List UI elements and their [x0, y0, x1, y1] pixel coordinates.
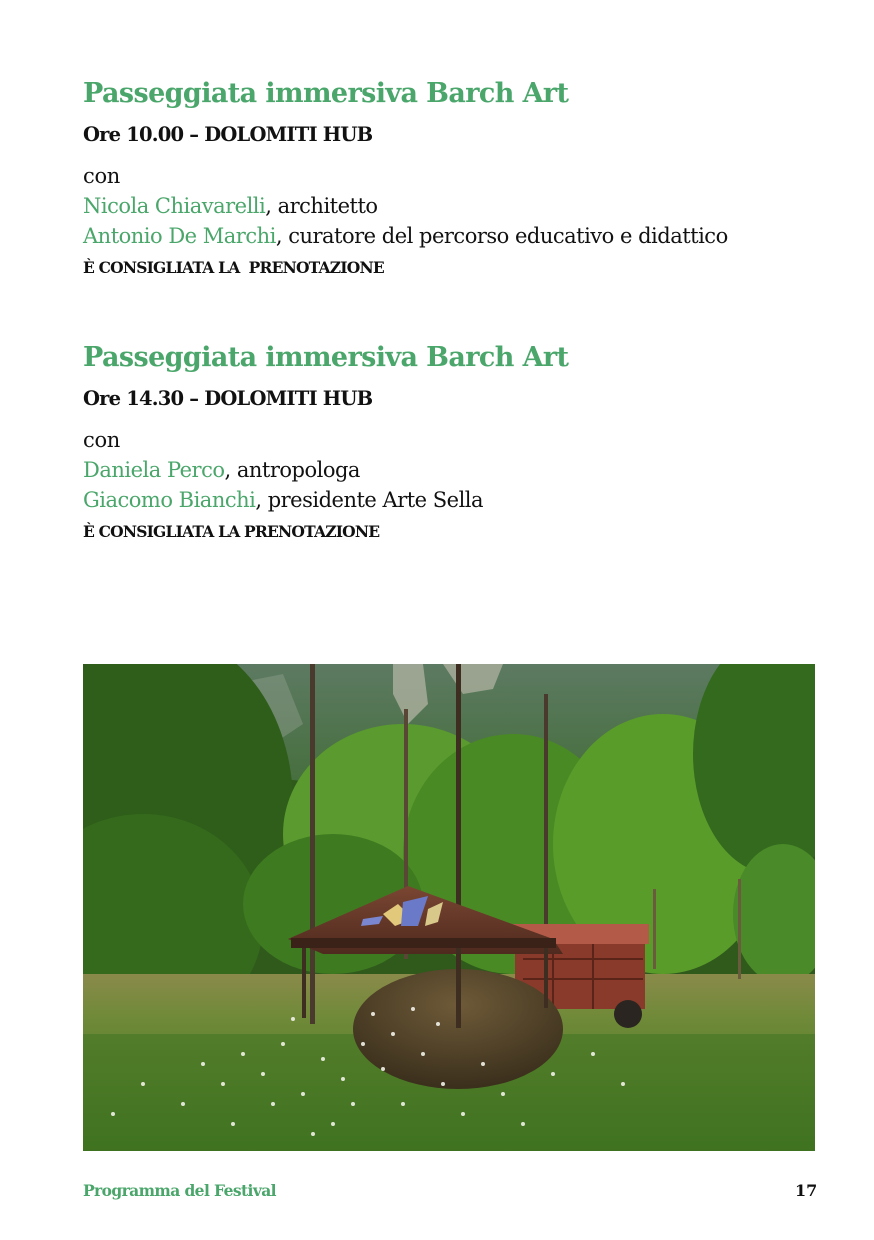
event-title: Passeggiata immersiva Barch Art	[83, 342, 569, 373]
footer-section-title: Programma del Festival	[83, 1181, 276, 1200]
with-label: con	[83, 428, 121, 452]
landscape-photo	[83, 664, 815, 1151]
event-block-1	[83, 76, 823, 279]
speaker-role: , architetto	[265, 194, 378, 218]
barch-art-photo-illustration	[83, 664, 815, 1151]
page-number: 17	[795, 1181, 818, 1200]
event-title: Passeggiata immersiva Barch Art	[83, 78, 569, 109]
speaker	[83, 191, 823, 221]
speaker-name: Antonio De Marchi	[83, 224, 276, 248]
booking-notice: È CONSIGLIATA LA PRENOTAZIONE	[83, 522, 380, 541]
speaker-name: Nicola Chiavarelli	[83, 194, 266, 218]
event-block-2	[83, 340, 823, 543]
event-time-location: Ore 10.00 – DOLOMITI HUB	[83, 123, 373, 146]
booking-notice: È CONSIGLIATA LA PRENOTAZIONE	[83, 258, 384, 277]
speaker-name: Daniela Perco	[83, 458, 225, 482]
speaker-name: Giacomo Bianchi	[83, 488, 256, 512]
speaker	[83, 221, 823, 251]
event-time-location: Ore 14.30 – DOLOMITI HUB	[83, 387, 373, 410]
speaker-role: , antropologa	[224, 458, 360, 482]
speaker	[83, 455, 823, 485]
with-label: con	[83, 164, 121, 188]
speaker-role: , presidente Arte Sella	[255, 488, 484, 512]
speaker-role: , curatore del percorso educativo e didattico	[275, 224, 728, 248]
speaker	[83, 485, 823, 515]
